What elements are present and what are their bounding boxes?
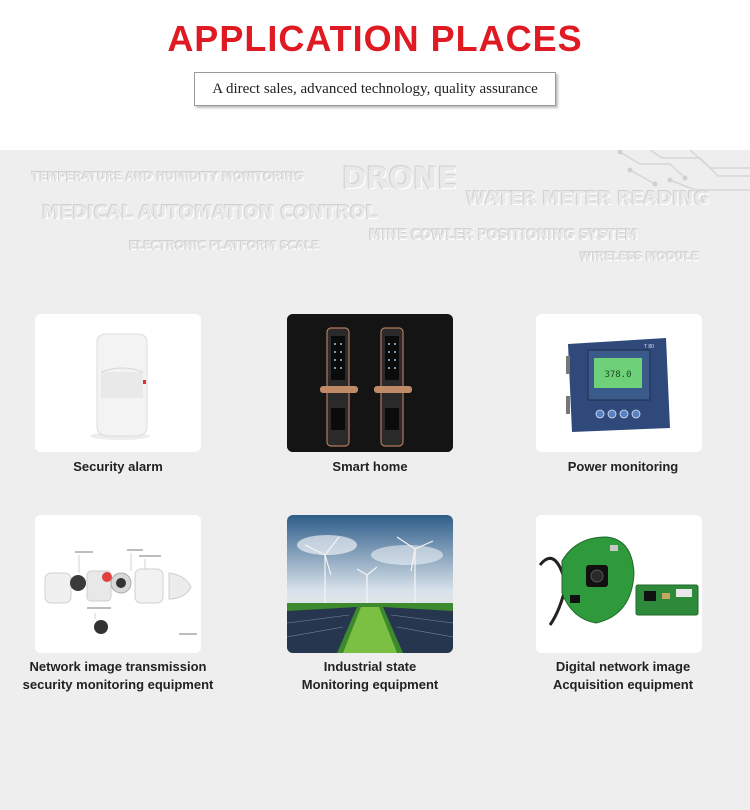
smart-lock-image [287,314,453,452]
caption-line: Digital network image [555,659,691,674]
circuit-board-image [536,515,702,653]
keyword-water-meter: WATER METER READING [466,188,709,209]
subtitle-box: A direct sales, advanced technology, quality assurance [194,72,556,106]
caption-line: security monitoring equipment [22,677,214,692]
caption-smart-home [245,458,495,476]
keyword-wireless: WIRELESS MODULE [580,250,699,263]
security-alarm-card [35,314,201,452]
caption-line: Network image transmission [29,659,207,674]
wind-solar-image [287,515,453,653]
caption-line: Monitoring equipment [301,677,439,692]
caption-power-monitoring [498,458,748,476]
keyword-platform-scale: ELECTRONIC PLATFORM SCALE [129,239,320,252]
applications-panel [0,150,750,810]
caption-line: Power monitoring [567,459,679,474]
camera-exploded-image [35,515,201,653]
header [0,0,750,150]
caption-security-alarm [0,458,243,476]
keyword-mine: MINE COWLER POSITIONING SYSTEM [369,228,638,243]
page-title: APPLICATION PLACES [167,18,583,59]
power-meter-image [536,314,702,452]
caption-line: Industrial state [323,659,417,674]
caption-industrial-state [245,658,495,694]
caption-network-transmission [0,658,243,694]
caption-line: Security alarm [73,459,163,474]
industrial-state-card [287,515,453,653]
network-transmission-card [35,515,201,653]
keyword-drone: DRONE [342,161,458,195]
keyword-medical: MEDICAL AUTOMATION CONTROL [42,202,377,223]
digital-image-card [536,515,702,653]
motion-sensor-image [35,314,201,452]
caption-digital-image [498,658,748,694]
power-monitoring-card [536,314,702,452]
caption-line: Smart home [332,459,408,474]
meter-tag: T 80 [644,344,654,350]
meter-readout: 378.0 [604,370,632,380]
keyword-temperature: TEMPERATURE AND HUMIDITY MONITORING [32,170,304,183]
smart-home-card [287,314,453,452]
caption-line: Acquisition equipment [552,677,694,692]
